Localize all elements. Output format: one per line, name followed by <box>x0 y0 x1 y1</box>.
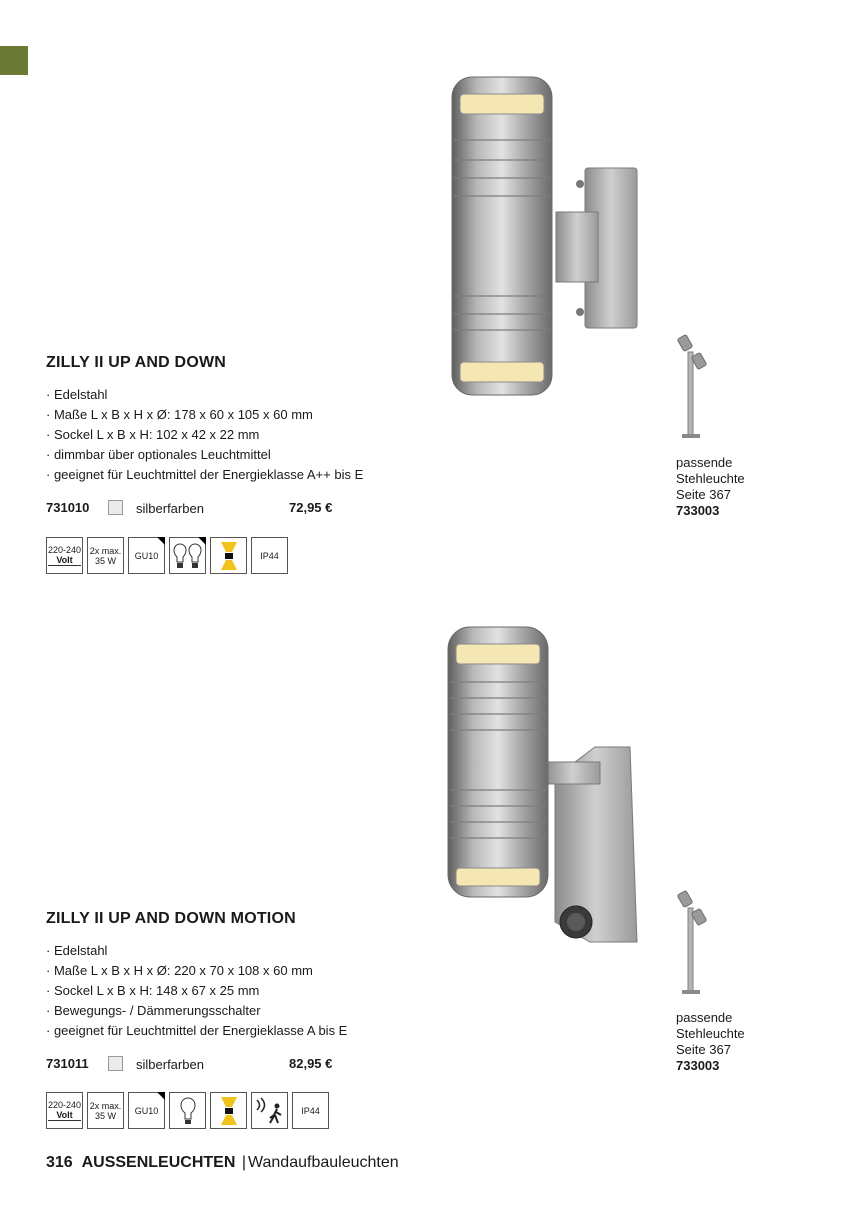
color-swatch <box>108 500 123 515</box>
product-title: ZILLY II UP AND DOWN <box>46 354 227 371</box>
up-down-light-icon <box>210 537 247 574</box>
feature-item: · Sockel L x B x H: 148 x 67 x 25 mm <box>46 981 347 1001</box>
voltage-range: 220-240 <box>47 1100 82 1110</box>
ip-rating-icon <box>292 1092 329 1129</box>
feature-item: · geeignet für Leuchtmittel der Energieklasse A++ bis E <box>46 465 363 485</box>
voltage-icon <box>46 1092 83 1129</box>
page-footer <box>46 1154 399 1172</box>
voltage-range: 220-240 <box>47 545 82 555</box>
side-note-code: 733003 <box>676 503 720 518</box>
socket-icon <box>128 537 165 574</box>
wattage-icon <box>87 537 124 574</box>
wattage-line1: 2x max. <box>89 1100 122 1111</box>
matching-stake-light-note <box>676 1010 745 1074</box>
stake-light-image <box>676 332 710 442</box>
spec-icon-row <box>46 1092 329 1129</box>
feature-list <box>46 385 363 485</box>
price: 72,95 € <box>289 500 333 515</box>
color-swatch <box>108 1056 123 1071</box>
side-note-page: Seite 367 <box>676 1042 731 1057</box>
stake-light-image <box>676 888 710 998</box>
side-note-line: Stehleuchte <box>676 471 745 486</box>
socket-icon <box>128 1092 165 1129</box>
wattage-line2: 35 W <box>94 1110 116 1121</box>
feature-item: · Bewegungs- / Dämmerungsschalter <box>46 1001 347 1021</box>
footer-category: AUSSENLEUCHTEN <box>81 1154 236 1171</box>
ip-rating-label: IP44 <box>301 1105 320 1116</box>
color-name: silberfarben <box>136 501 204 516</box>
side-note-line: Stehleuchte <box>676 1026 745 1041</box>
side-note-page: Seite 367 <box>676 487 731 502</box>
ip-rating-icon <box>251 537 288 574</box>
chapter-color-tab <box>0 46 28 75</box>
color-name: silberfarben <box>136 1057 204 1072</box>
article-number: 731010 <box>46 500 90 515</box>
side-note-line: passende <box>676 455 733 470</box>
feature-item: · geeignet für Leuchtmittel der Energieklasse A bis E <box>46 1021 347 1041</box>
spec-icon-row <box>46 537 288 574</box>
wattage-line2: 35 W <box>94 555 116 566</box>
product-title: ZILLY II UP AND DOWN MOTION <box>46 910 296 927</box>
feature-item: · Sockel L x B x H: 102 x 42 x 22 mm <box>46 425 363 445</box>
wattage-line1: 2x max. <box>89 545 122 556</box>
product-image-zilly-up-down <box>440 72 645 397</box>
page-number: 316 <box>46 1154 73 1171</box>
voltage-icon <box>46 537 83 574</box>
wattage-icon <box>87 1092 124 1129</box>
socket-label: GU10 <box>134 550 159 561</box>
feature-item: · Maße L x B x H x Ø: 220 x 70 x 108 x 60 mm <box>46 961 347 981</box>
voltage-label: Volt <box>48 1110 81 1121</box>
feature-item: · Edelstahl <box>46 385 363 405</box>
up-down-light-icon <box>210 1092 247 1129</box>
side-note-line: passende <box>676 1010 733 1025</box>
side-note-code: 733003 <box>676 1058 720 1073</box>
feature-item: · Edelstahl <box>46 941 347 961</box>
feature-item: · Maße L x B x H x Ø: 178 x 60 x 105 x 60 mm <box>46 405 363 425</box>
ip-rating-label: IP44 <box>260 550 279 561</box>
feature-item: · dimmbar über optionales Leuchtmittel <box>46 445 363 465</box>
article-number: 731011 <box>46 1056 89 1071</box>
socket-label: GU10 <box>134 1105 159 1116</box>
matching-stake-light-note <box>676 455 745 519</box>
product-image-zilly-up-down-motion <box>440 622 645 950</box>
footer-subcategory: Wandaufbauleuchten <box>248 1154 399 1171</box>
bulb-icon <box>169 537 206 574</box>
voltage-label: Volt <box>48 555 81 566</box>
price: 82,95 € <box>289 1056 333 1071</box>
feature-list <box>46 941 347 1041</box>
bulb-icon <box>169 1092 206 1129</box>
motion-sensor-icon <box>251 1092 288 1129</box>
footer-separator: | <box>241 1154 246 1171</box>
